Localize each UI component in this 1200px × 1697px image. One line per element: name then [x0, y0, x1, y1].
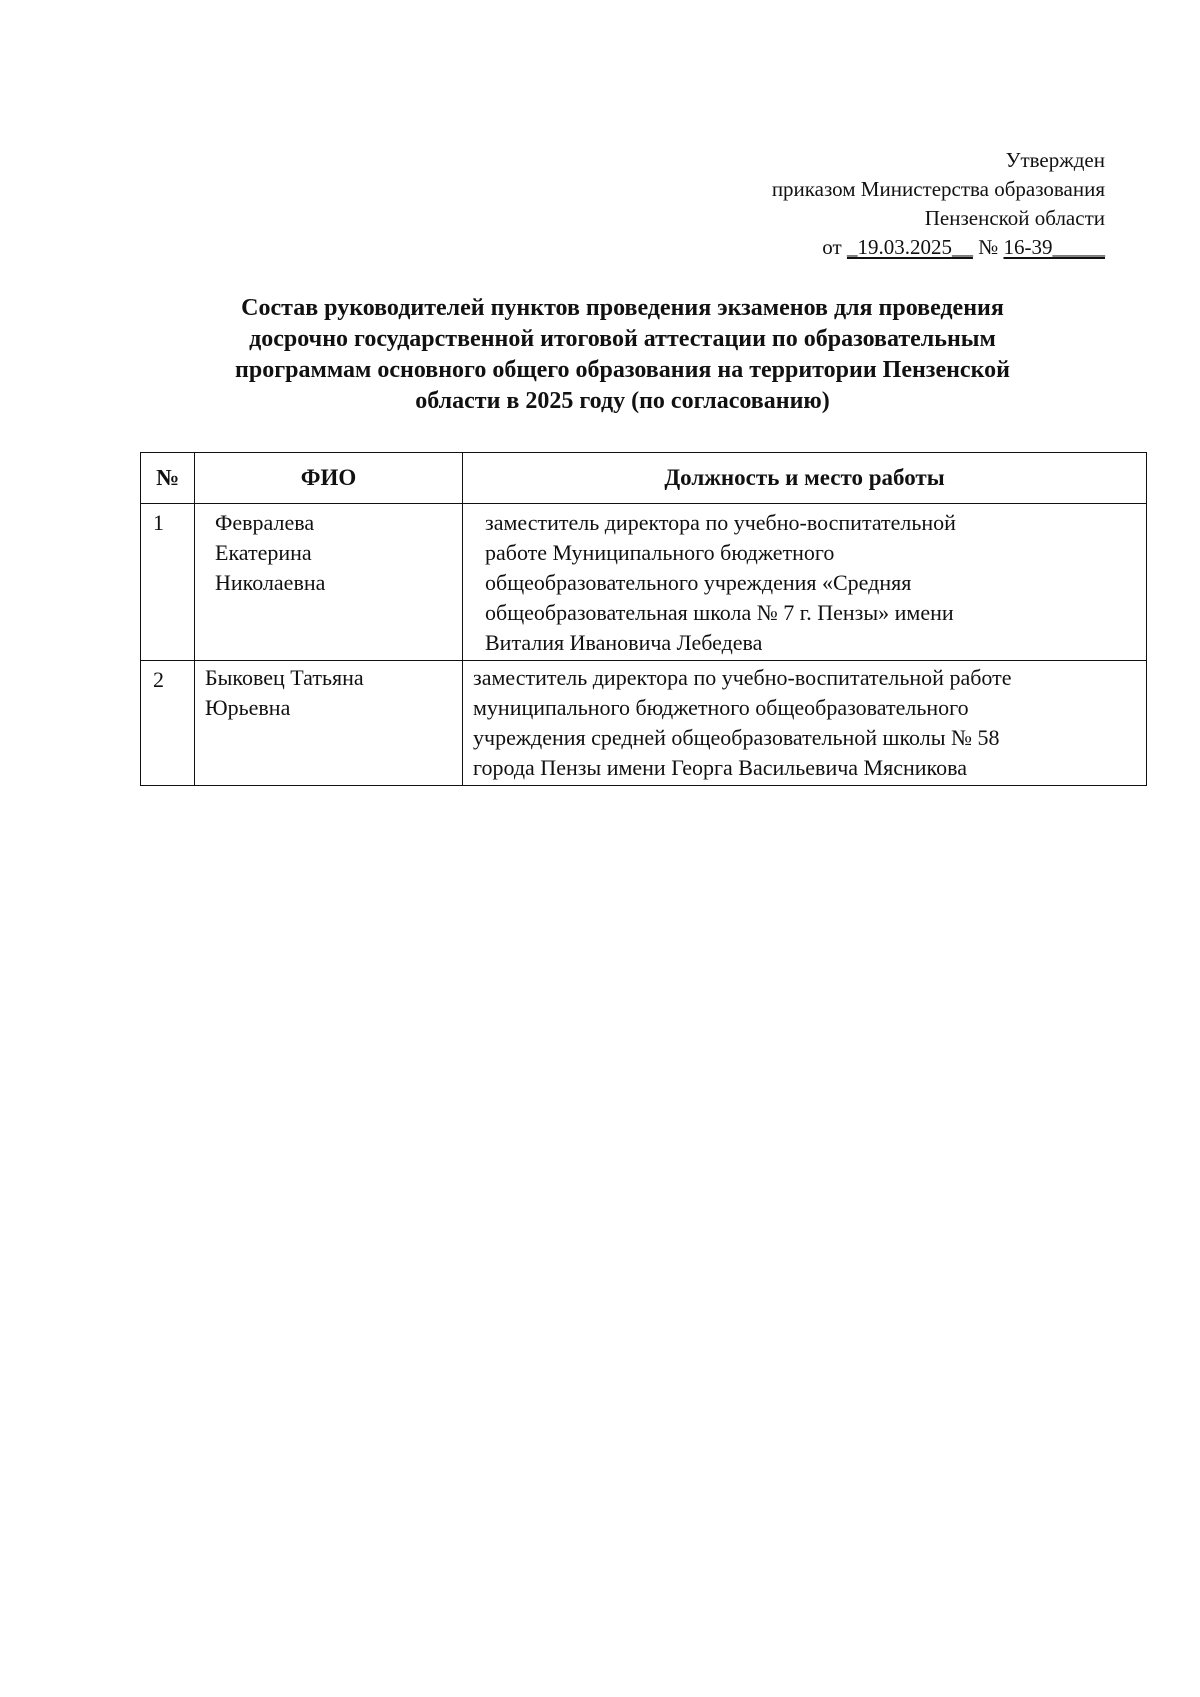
- fio-line: Николаевна: [215, 570, 326, 595]
- approval-line-3: Пензенской области: [924, 206, 1105, 230]
- order-number-label: №: [978, 235, 999, 259]
- table-row: [141, 661, 1147, 786]
- row-number: 2: [141, 661, 195, 786]
- position-line: учреждения средней общеобразовательной школы № 58: [473, 725, 1000, 750]
- order-date-pre: _: [846, 235, 858, 259]
- header-position: Должность и место работы: [463, 453, 1147, 504]
- table-header-row: [141, 453, 1147, 504]
- position-line: заместитель директора по учебно-воспитательной работе: [473, 665, 1012, 690]
- title-line: Состав руководителей пунктов проведения экзаменов для проведения: [241, 295, 1004, 321]
- fio-line: Быковец Татьяна: [205, 665, 364, 690]
- fio-line: Юрьевна: [205, 695, 291, 720]
- order-number-field: [1004, 235, 1106, 259]
- order-from: от: [822, 235, 842, 259]
- order-number: 16-39: [1003, 235, 1053, 259]
- staff-table: [140, 452, 1147, 786]
- header-fio: ФИО: [195, 453, 463, 504]
- title-line: досрочно государственной итоговой аттестации по образовательным: [249, 326, 996, 352]
- position-line: общеобразовательного учреждения «Средняя: [485, 570, 912, 595]
- position-line: общеобразовательная школа № 7 г. Пензы» имени: [485, 600, 954, 625]
- order-date-field: [847, 235, 973, 259]
- position-line: Виталия Ивановича Лебедева: [485, 630, 763, 655]
- position-line: города Пензы имени Георга Васильевича Мясникова: [473, 755, 967, 780]
- order-date: 19.03.2025: [857, 235, 952, 259]
- row-position: [463, 661, 1147, 786]
- position-line: муниципального бюджетного общеобразовательного: [473, 695, 969, 720]
- approval-line-1: Утвержден: [1005, 148, 1105, 172]
- header-number: №: [141, 453, 195, 504]
- row-position: [463, 504, 1147, 661]
- fio-line: Екатерина: [215, 540, 312, 565]
- table-row: [141, 504, 1147, 661]
- document-title: [140, 293, 1105, 417]
- row-fio: [195, 504, 463, 661]
- order-number-post: _____: [1052, 235, 1105, 259]
- approval-block: [772, 146, 1105, 262]
- order-date-post: __: [951, 235, 973, 259]
- position-line: работе Муниципального бюджетного: [485, 540, 835, 565]
- title-line: программам основного общего образования на территории Пензенской: [235, 357, 1010, 383]
- row-fio: [195, 661, 463, 786]
- fio-line: Февралева: [215, 510, 315, 535]
- approval-line-2: приказом Министерства образования: [771, 177, 1105, 201]
- row-number: 1: [141, 504, 195, 661]
- position-line: заместитель директора по учебно-воспитательной: [485, 510, 956, 535]
- order-line: [772, 233, 1105, 262]
- title-line: области в 2025 году (по согласованию): [415, 388, 830, 414]
